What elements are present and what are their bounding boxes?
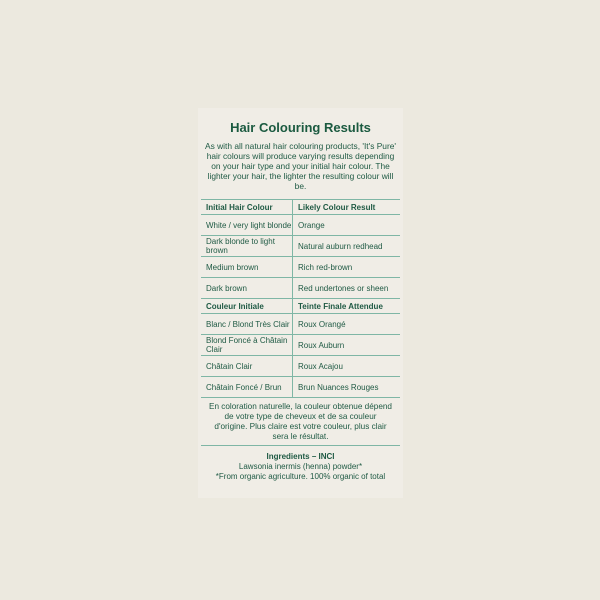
- table-row: [201, 215, 400, 236]
- result-colour-cell: Brun Nuances Rouges: [293, 377, 401, 398]
- ingredients-line: Lawsonia inermis (henna) powder*: [238, 462, 363, 471]
- ingredients-footnote: *From organic agriculture. 100% organic of total: [215, 472, 386, 481]
- intro-text: As with all natural hair colouring products, 'It's Pure' hair colours will produce varying results depending on your hair type and your initial hair colour. The lighter your hair, the lighter the resulting colour will be.: [205, 141, 396, 191]
- result-colour-cell: Orange: [293, 215, 401, 236]
- french-note: En coloration naturelle, la couleur obtenue dépend de votre type de cheveux et de sa couleur d'origine. Plus claire est votre couleur, plus clair sera le résultat.: [201, 398, 400, 446]
- initial-colour-cell: Dark brown: [201, 278, 293, 299]
- table-row: [201, 335, 400, 356]
- fr-header-result: Teinte Finale Attendue: [293, 299, 401, 314]
- result-colour-cell: Roux Auburn: [293, 335, 401, 356]
- initial-colour-cell: Blanc / Blond Très Clair: [201, 314, 293, 335]
- initial-colour-cell: Dark blonde to light brown: [201, 236, 293, 257]
- table-row: [201, 257, 400, 278]
- en-header-result: Likely Colour Result: [293, 200, 401, 215]
- result-colour-cell: Roux Orangé: [293, 314, 401, 335]
- en-header-row: [201, 200, 400, 215]
- table-row: [201, 236, 400, 257]
- initial-colour-cell: Blond Foncé à Châtain Clair: [201, 335, 293, 356]
- initial-colour-cell: Châtain Foncé / Brun: [201, 377, 293, 398]
- result-colour-cell: Rich red-brown: [293, 257, 401, 278]
- ingredients-block: [198, 452, 403, 482]
- table-row: [201, 278, 400, 299]
- initial-colour-cell: White / very light blonde: [201, 215, 293, 236]
- en-header-initial: Initial Hair Colour: [201, 200, 293, 215]
- table-row: [201, 377, 400, 398]
- table-row: [201, 314, 400, 335]
- fr-header-initial: Couleur Initiale: [201, 299, 293, 314]
- label-card: [198, 108, 403, 498]
- ingredients-title: Ingredients – INCI: [266, 452, 335, 461]
- result-colour-cell: Natural auburn redhead: [293, 236, 401, 257]
- page-title: Hair Colouring Results: [230, 120, 371, 135]
- result-colour-cell: Red undertones or sheen: [293, 278, 401, 299]
- colour-results-table: [201, 199, 400, 398]
- initial-colour-cell: Châtain Clair: [201, 356, 293, 377]
- result-colour-cell: Roux Acajou: [293, 356, 401, 377]
- table-row: [201, 356, 400, 377]
- fr-header-row: [201, 299, 400, 314]
- initial-colour-cell: Medium brown: [201, 257, 293, 278]
